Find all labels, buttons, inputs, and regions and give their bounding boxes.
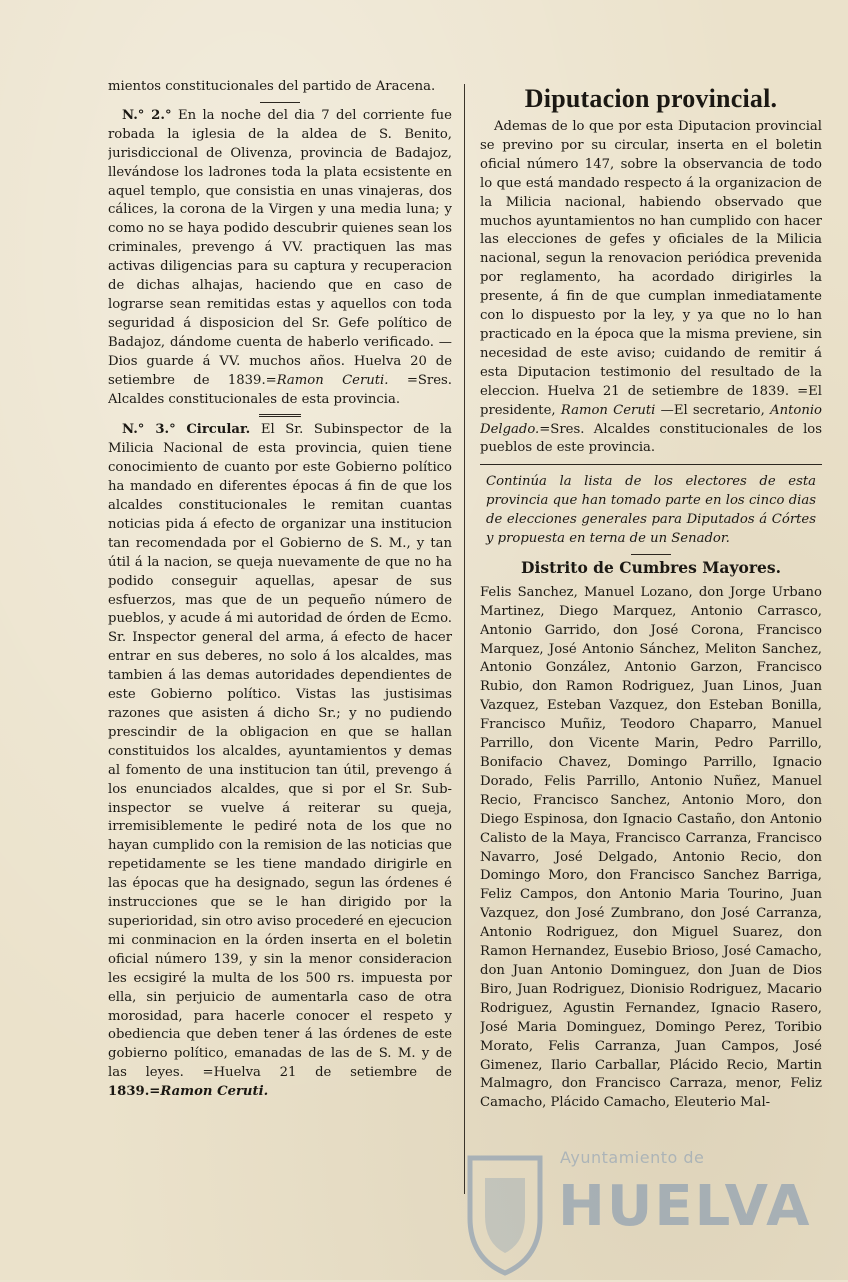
notice-3-title: Circular. (186, 422, 251, 438)
notice-3 (108, 421, 452, 1102)
notice-3-number: N.° 3.° (122, 422, 176, 438)
district-heading: Distrito de Cumbres Mayores. (521, 557, 781, 577)
left-column (108, 78, 452, 1208)
right-column (480, 78, 822, 1188)
signature-secretary: Antonio Delgado. (480, 402, 822, 437)
closing-secretary: —El secretario, (660, 402, 765, 418)
notice-2-text: En la noche del dia 7 del corriente fue robada la iglesia de la aldea de S. Benito, jurisdiccional de Olivenza, provincia de Badajoz, llevándose los ladrones toda la plata ecsistente en aquel templo, que consistia en unas vinajeras, dos cálices, la corona de la Virgen y una media luna; y como no se haya podido descubrir quienes sean los criminales, prevengo á VV. practiquen las mas activas diligencias para su captura y recuperacion de dichas alhajas, haciendo que en caso de lograrse sean remitidas estas y aquellos con toda seguridad á disposicion del Sr. Gefe político de Badajoz, dándome cuenta de haberlo verificado. —Dios guarde á VV. muchos años. Huelva 20 de setiembre de 1839. (108, 107, 452, 388)
closing-recipients: =Sres. Alcaldes constitucionales de los pueblos de este provincia. (480, 421, 822, 456)
section-rule (480, 464, 822, 465)
notice-2-signature: =Ramon Ceruti. (265, 372, 389, 388)
notice-2-number: N.° 2.° (122, 107, 172, 123)
notice-3-year: 1839. (108, 1084, 150, 1100)
section-separator (631, 554, 671, 555)
notice-2 (108, 107, 452, 410)
notice-2-closing: =Sres. Alcaldes constitucionales de esta provincia. (108, 372, 452, 407)
section-separator (259, 414, 301, 417)
section-heading: Diputacion provincial. (524, 84, 778, 113)
electors-intro: Continúa la lista de los electores de esta provincia que han tomado parte en los cinco dias de elecciones generales para Diputados á Córtes y propuesta en terna de un Senador. (486, 474, 816, 547)
notice-3-text: El Sr. Subinspector de la Milicia Nacional de esta provincia, quien tiene conocimiento de cuanto por este Gobierno político ha mandado en diferentes épocas á fin de que los alcaldes constitucionales le remitan cuantas noticias pida á efecto de organizar una institucion tan recomendada por el Gobierno de S. M., y tan útil á la nacion, se queja nuevamente de que no ha podido conseguir aquellas, apesar de sus esfuerzos, mas que de un pequeño número de pueblos, y acude á mi autoridad de órden de Ecmo. Sr. Inspector general del arma, á efecto de hacer entrar en sus deberes, no solo á los alcaldes, mas tambien á las demas autoridades dependientes de este Gobierno político. Vistas las justisimas razones que asisten á dicho Sr.; y no pudiendo prescindir de la obligacion en que se hallan constituidos los alcaldes, ayuntamientos y demas al fomento de una institucion tan útil, prevengo á los enunciados alcaldes, que si por el Sr. Sub-inspector se vuelve á reiterar su queja, irremisiblemente le pediré nota de los que no hayan cumplido con la remision de las noticias que repetidamente se les tiene mandado dirigirle en las épocas que ha designado, segun las órdenes é instrucciones que se le han dirigido por la superioridad, sin otro aviso procederé en ejecucion mi conminacion en la órden inserta en el boletin oficial número 139, y sin la menor consideracion les ecsigiré la multa de los 500 rs. impuesta por ella, sin perjuicio de aumentarla caso de otra morosidad, para hacerle conocer el respeto y obediencia que deben tener á las órdenes de este gobierno político, emanadas de las de S. M. y de las leyes. =Huelva 21 de setiembre de (108, 422, 452, 1081)
notice-3-signature: =Ramon Ceruti. (149, 1084, 269, 1100)
diputacion-text: Ademas de lo que por esta Diputacion provincial se previno por su circular, inserta en el boletin oficial número 147, sobre la observancia de todo lo que está mandado respecto á la organizacion de la Milicia nacional, habiendo observado que muchos ayuntamientos no han cumplido con hacer las elecciones de gefes y oficiales de la Milicia nacional, segun la renovacion periódica prevenida por reglamento, ha acordado dirigirles la presente, á fin de que cumplan inmediatamente con lo dispuesto por la ley, y ya que no lo han practicado en la época que la misma previene, sin necesidad de este aviso; cuidando de remitir á esta Diputacion testimonio del resultado de la eleccion. Huelva 21 de setiembre de 1839. (480, 119, 822, 399)
section-separator (260, 102, 300, 103)
intro-continuation: mientos constitucionales del partido de Aracena. (108, 79, 436, 94)
watermark-line-1: Ayuntamiento de (560, 1148, 705, 1167)
electors-list: Felis Sanchez, Manuel Lozano, don Jorge Urbano Martinez, Diego Marquez, Antonio Carrasco, Antonio Garrido, don José Corona, Francisco Marquez, José Antonio Sánchez, Meliton Sanchez, Antonio González, Antonio Garzon, Francisco Rubio, don Ramon Rodriguez, Juan Linos, Juan Vazquez, Esteban Vazquez, don Esteban Bonilla, Francisco Muñiz, Teodoro Chaparro, Manuel Parrillo, don Vicente Marin, Pedro Parrillo, Bonifacio Chavez, Domingo Parrillo, Ignacio Dorado, Felis Parrillo, Antonio Nuñez, Manuel Recio, Francisco Sanchez, Antonio Moro, don Diego Espinosa, don Ignacio Castaño, don Antonio Calisto de la Maya, Francisco Carranza, Francisco Navarro, José Delgado, Antonio Recio, don Domingo Moro, don Francisco Sanchez Barriga, Feliz Campos, don Antonio Maria Tourino, Juan Vazquez, don José Zumbrano, don José Carranza, Antonio Rodriguez, don Miguel Suarez, don Ramon Hernandez, Eusebio Brioso, José Camacho, don Juan Antonio Dominguez, don Juan de Dios Biro, Juan Rodriguez, Dionisio Rodriguez, Macario Rodriguez, Agustin Fernandez, Ignacio Rasero, José Maria Dominguez, Domingo Perez, Toribio Morato, Felis Carranza, Juan Campos, José Gimenez, Ilario Carballar, Plácido Recio, Martin Malmagro, don Francisco Carraza, menor, Feliz Camacho, Plácido Camacho, Eleuterio Mal- (480, 584, 822, 1111)
diputacion-notice (480, 118, 822, 458)
column-divider (464, 84, 465, 1194)
watermark-line-2: HUELVA (558, 1174, 812, 1239)
signature-president: Ramon Ceruti (560, 402, 656, 418)
closing-president: =El presidente, (480, 383, 822, 418)
